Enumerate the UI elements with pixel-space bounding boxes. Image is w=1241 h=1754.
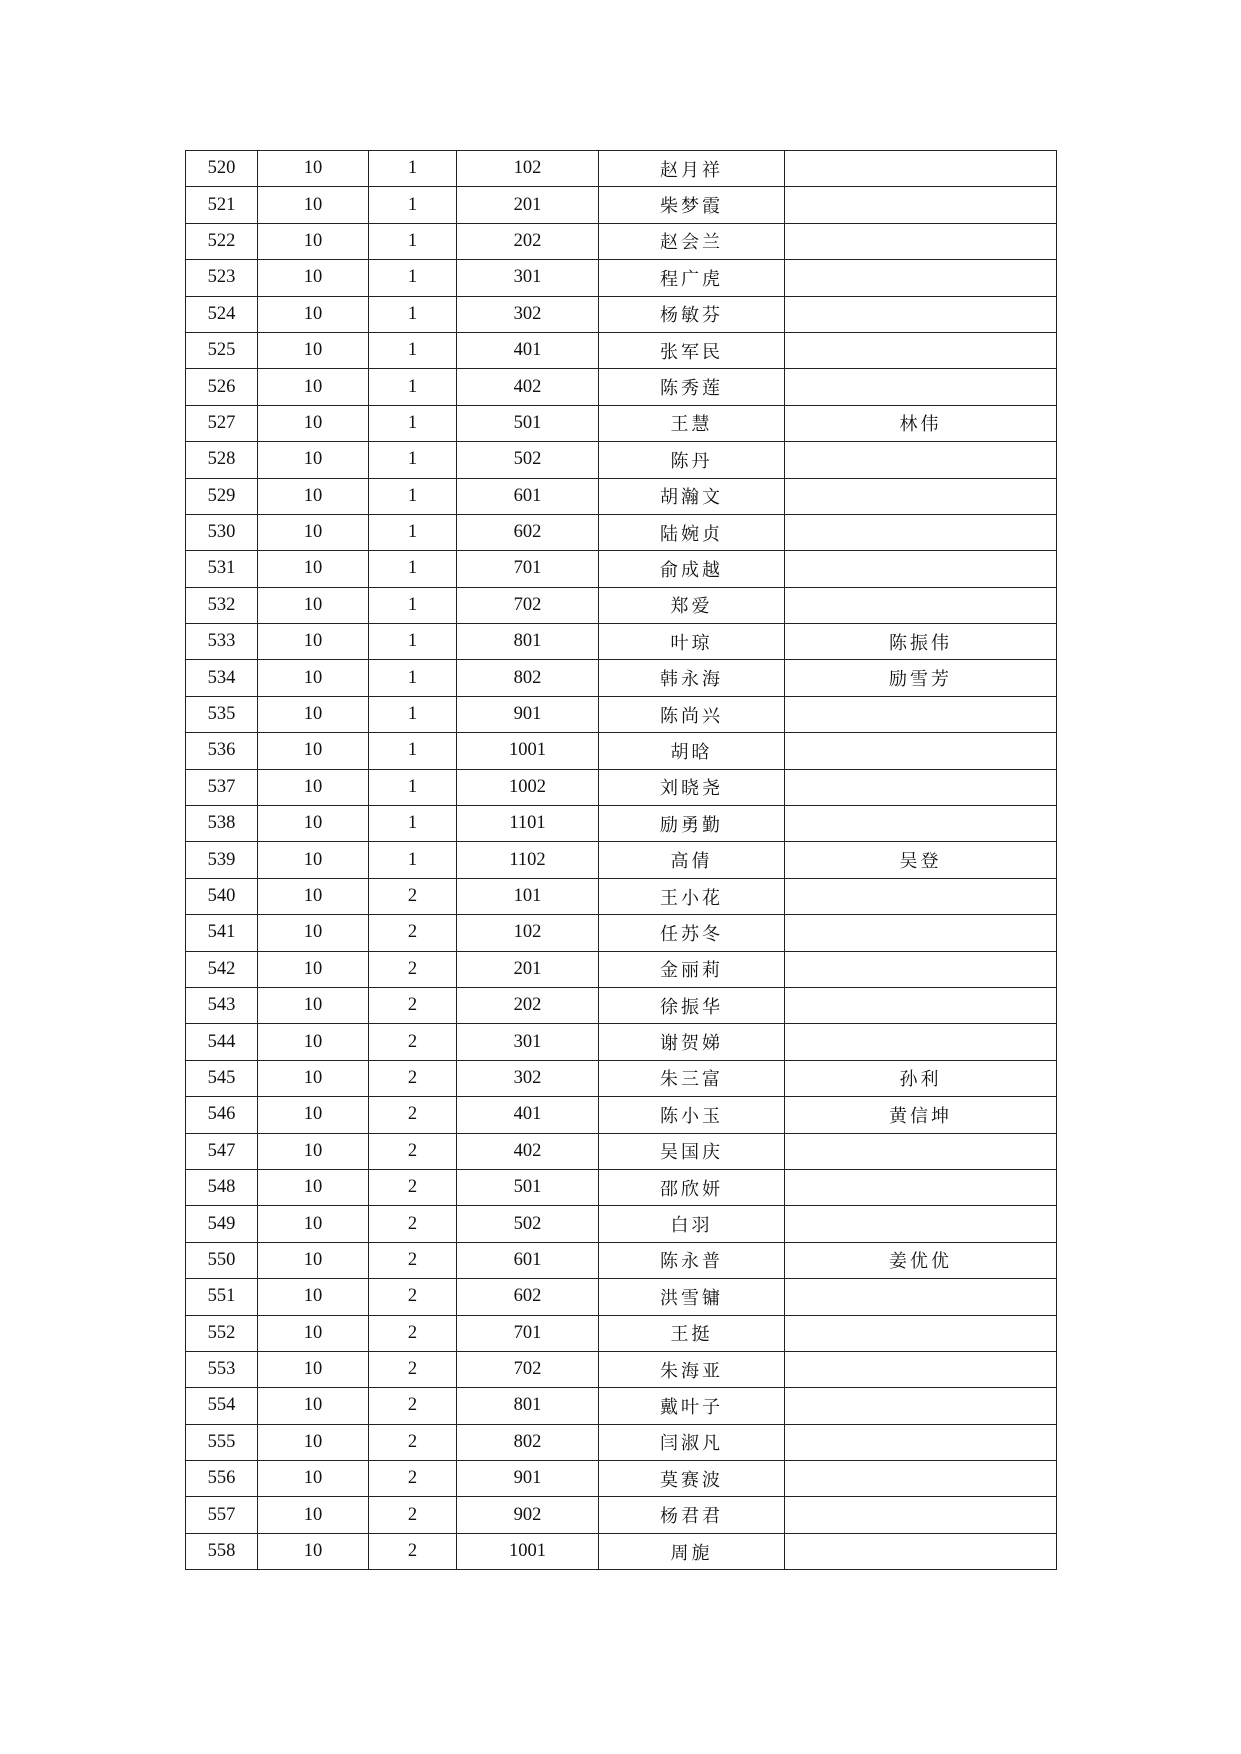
remark-cell bbox=[785, 551, 1057, 587]
unit-cell: 2 bbox=[369, 878, 457, 914]
table-row bbox=[186, 405, 1057, 441]
building-cell: 10 bbox=[258, 624, 369, 660]
table-row bbox=[186, 551, 1057, 587]
room-cell: 1001 bbox=[457, 733, 599, 769]
row-number-cell: 551 bbox=[186, 1279, 258, 1315]
room-cell: 401 bbox=[457, 1097, 599, 1133]
name-cell: 励勇勤 bbox=[599, 806, 785, 842]
building-cell: 10 bbox=[258, 696, 369, 732]
row-number-cell: 524 bbox=[186, 296, 258, 332]
table-row bbox=[186, 1351, 1057, 1387]
room-cell: 501 bbox=[457, 405, 599, 441]
remark-cell bbox=[785, 514, 1057, 550]
name-cell: 周旎 bbox=[599, 1533, 785, 1569]
room-cell: 301 bbox=[457, 1024, 599, 1060]
row-number-cell: 537 bbox=[186, 769, 258, 805]
remark-cell bbox=[785, 187, 1057, 223]
remark-cell bbox=[785, 733, 1057, 769]
row-number-cell: 557 bbox=[186, 1497, 258, 1533]
unit-cell: 2 bbox=[369, 1315, 457, 1351]
name-cell: 任苏冬 bbox=[599, 915, 785, 951]
building-cell: 10 bbox=[258, 1242, 369, 1278]
remark-cell bbox=[785, 987, 1057, 1023]
name-cell: 陈丹 bbox=[599, 442, 785, 478]
room-cell: 802 bbox=[457, 660, 599, 696]
name-cell: 胡瀚文 bbox=[599, 478, 785, 514]
unit-cell: 2 bbox=[369, 1097, 457, 1133]
remark-cell: 林伟 bbox=[785, 405, 1057, 441]
unit-cell: 1 bbox=[369, 660, 457, 696]
unit-cell: 2 bbox=[369, 1461, 457, 1497]
unit-cell: 1 bbox=[369, 332, 457, 368]
table-row bbox=[186, 1497, 1057, 1533]
room-cell: 801 bbox=[457, 624, 599, 660]
row-number-cell: 530 bbox=[186, 514, 258, 550]
row-number-cell: 522 bbox=[186, 223, 258, 259]
building-cell: 10 bbox=[258, 1133, 369, 1169]
remark-cell bbox=[785, 696, 1057, 732]
room-cell: 502 bbox=[457, 1206, 599, 1242]
table-row bbox=[186, 1169, 1057, 1205]
unit-cell: 2 bbox=[369, 1242, 457, 1278]
row-number-cell: 550 bbox=[186, 1242, 258, 1278]
row-number-cell: 542 bbox=[186, 951, 258, 987]
remark-cell bbox=[785, 223, 1057, 259]
remark-cell bbox=[785, 878, 1057, 914]
room-cell: 301 bbox=[457, 260, 599, 296]
room-cell: 602 bbox=[457, 1279, 599, 1315]
unit-cell: 2 bbox=[369, 951, 457, 987]
table-row bbox=[186, 1097, 1057, 1133]
name-cell: 杨敏芬 bbox=[599, 296, 785, 332]
room-cell: 1002 bbox=[457, 769, 599, 805]
name-cell: 陈小玉 bbox=[599, 1097, 785, 1133]
room-cell: 702 bbox=[457, 1351, 599, 1387]
building-cell: 10 bbox=[258, 151, 369, 187]
remark-cell bbox=[785, 1169, 1057, 1205]
unit-cell: 1 bbox=[369, 733, 457, 769]
table-row bbox=[186, 223, 1057, 259]
room-cell: 601 bbox=[457, 1242, 599, 1278]
name-cell: 韩永海 bbox=[599, 660, 785, 696]
building-cell: 10 bbox=[258, 1024, 369, 1060]
name-cell: 莫赛波 bbox=[599, 1461, 785, 1497]
table-row bbox=[186, 1315, 1057, 1351]
name-cell: 程广虎 bbox=[599, 260, 785, 296]
name-cell: 俞成越 bbox=[599, 551, 785, 587]
building-cell: 10 bbox=[258, 405, 369, 441]
table-row bbox=[186, 951, 1057, 987]
remark-cell bbox=[785, 151, 1057, 187]
row-number-cell: 520 bbox=[186, 151, 258, 187]
building-cell: 10 bbox=[258, 806, 369, 842]
remark-cell bbox=[785, 1533, 1057, 1569]
name-cell: 高倩 bbox=[599, 842, 785, 878]
unit-cell: 1 bbox=[369, 842, 457, 878]
building-cell: 10 bbox=[258, 660, 369, 696]
table-row bbox=[186, 442, 1057, 478]
unit-cell: 1 bbox=[369, 223, 457, 259]
building-cell: 10 bbox=[258, 1533, 369, 1569]
building-cell: 10 bbox=[258, 987, 369, 1023]
unit-cell: 2 bbox=[369, 1024, 457, 1060]
table-row bbox=[186, 1279, 1057, 1315]
unit-cell: 2 bbox=[369, 1497, 457, 1533]
remark-cell bbox=[785, 806, 1057, 842]
table-row bbox=[186, 332, 1057, 368]
unit-cell: 1 bbox=[369, 187, 457, 223]
row-number-cell: 527 bbox=[186, 405, 258, 441]
building-cell: 10 bbox=[258, 296, 369, 332]
room-cell: 901 bbox=[457, 696, 599, 732]
building-cell: 10 bbox=[258, 733, 369, 769]
building-cell: 10 bbox=[258, 260, 369, 296]
table-row bbox=[186, 1242, 1057, 1278]
name-cell: 陈秀莲 bbox=[599, 369, 785, 405]
remark-cell bbox=[785, 1461, 1057, 1497]
room-cell: 801 bbox=[457, 1388, 599, 1424]
unit-cell: 1 bbox=[369, 405, 457, 441]
row-number-cell: 526 bbox=[186, 369, 258, 405]
table-row bbox=[186, 696, 1057, 732]
row-number-cell: 549 bbox=[186, 1206, 258, 1242]
remark-cell bbox=[785, 1279, 1057, 1315]
name-cell: 邵欣妍 bbox=[599, 1169, 785, 1205]
row-number-cell: 554 bbox=[186, 1388, 258, 1424]
row-number-cell: 525 bbox=[186, 332, 258, 368]
table-row bbox=[186, 587, 1057, 623]
table-row bbox=[186, 1133, 1057, 1169]
remark-cell bbox=[785, 915, 1057, 951]
row-number-cell: 552 bbox=[186, 1315, 258, 1351]
remark-cell bbox=[785, 260, 1057, 296]
name-cell: 朱三富 bbox=[599, 1060, 785, 1096]
table-row bbox=[186, 624, 1057, 660]
table-row bbox=[186, 1424, 1057, 1460]
building-cell: 10 bbox=[258, 1424, 369, 1460]
row-number-cell: 538 bbox=[186, 806, 258, 842]
table-row bbox=[186, 915, 1057, 951]
building-cell: 10 bbox=[258, 514, 369, 550]
unit-cell: 1 bbox=[369, 151, 457, 187]
unit-cell: 2 bbox=[369, 1206, 457, 1242]
unit-cell: 2 bbox=[369, 987, 457, 1023]
row-number-cell: 528 bbox=[186, 442, 258, 478]
unit-cell: 1 bbox=[369, 514, 457, 550]
building-cell: 10 bbox=[258, 442, 369, 478]
remark-cell bbox=[785, 442, 1057, 478]
table-row bbox=[186, 1206, 1057, 1242]
building-cell: 10 bbox=[258, 1315, 369, 1351]
unit-cell: 1 bbox=[369, 624, 457, 660]
building-cell: 10 bbox=[258, 187, 369, 223]
unit-cell: 1 bbox=[369, 806, 457, 842]
remark-cell bbox=[785, 332, 1057, 368]
row-number-cell: 546 bbox=[186, 1097, 258, 1133]
table-row bbox=[186, 1461, 1057, 1497]
name-cell: 胡晗 bbox=[599, 733, 785, 769]
unit-cell: 2 bbox=[369, 915, 457, 951]
remark-cell bbox=[785, 478, 1057, 514]
room-cell: 302 bbox=[457, 296, 599, 332]
table-row bbox=[186, 1060, 1057, 1096]
room-cell: 1101 bbox=[457, 806, 599, 842]
roster-table bbox=[185, 150, 1057, 1570]
name-cell: 吴国庆 bbox=[599, 1133, 785, 1169]
building-cell: 10 bbox=[258, 1060, 369, 1096]
table-row bbox=[186, 660, 1057, 696]
table-row bbox=[186, 878, 1057, 914]
name-cell: 朱海亚 bbox=[599, 1351, 785, 1387]
unit-cell: 2 bbox=[369, 1424, 457, 1460]
remark-cell: 孙利 bbox=[785, 1060, 1057, 1096]
room-cell: 602 bbox=[457, 514, 599, 550]
building-cell: 10 bbox=[258, 915, 369, 951]
building-cell: 10 bbox=[258, 369, 369, 405]
building-cell: 10 bbox=[258, 878, 369, 914]
unit-cell: 1 bbox=[369, 551, 457, 587]
building-cell: 10 bbox=[258, 551, 369, 587]
table-row bbox=[186, 1024, 1057, 1060]
room-cell: 701 bbox=[457, 551, 599, 587]
room-cell: 902 bbox=[457, 1497, 599, 1533]
row-number-cell: 540 bbox=[186, 878, 258, 914]
remark-cell bbox=[785, 1024, 1057, 1060]
remark-cell bbox=[785, 1424, 1057, 1460]
row-number-cell: 532 bbox=[186, 587, 258, 623]
name-cell: 洪雪镛 bbox=[599, 1279, 785, 1315]
name-cell: 赵会兰 bbox=[599, 223, 785, 259]
room-cell: 201 bbox=[457, 951, 599, 987]
unit-cell: 1 bbox=[369, 478, 457, 514]
remark-cell bbox=[785, 1497, 1057, 1533]
building-cell: 10 bbox=[258, 1497, 369, 1533]
row-number-cell: 536 bbox=[186, 733, 258, 769]
room-cell: 701 bbox=[457, 1315, 599, 1351]
name-cell: 戴叶子 bbox=[599, 1388, 785, 1424]
name-cell: 柴梦霞 bbox=[599, 187, 785, 223]
room-cell: 102 bbox=[457, 915, 599, 951]
table-row bbox=[186, 1388, 1057, 1424]
row-number-cell: 545 bbox=[186, 1060, 258, 1096]
row-number-cell: 555 bbox=[186, 1424, 258, 1460]
remark-cell bbox=[785, 1133, 1057, 1169]
unit-cell: 2 bbox=[369, 1351, 457, 1387]
unit-cell: 1 bbox=[369, 296, 457, 332]
name-cell: 白羽 bbox=[599, 1206, 785, 1242]
unit-cell: 1 bbox=[369, 769, 457, 805]
unit-cell: 1 bbox=[369, 696, 457, 732]
row-number-cell: 544 bbox=[186, 1024, 258, 1060]
unit-cell: 2 bbox=[369, 1133, 457, 1169]
room-cell: 502 bbox=[457, 442, 599, 478]
name-cell: 赵月祥 bbox=[599, 151, 785, 187]
name-cell: 谢贺娣 bbox=[599, 1024, 785, 1060]
row-number-cell: 548 bbox=[186, 1169, 258, 1205]
name-cell: 陆婉贞 bbox=[599, 514, 785, 550]
building-cell: 10 bbox=[258, 842, 369, 878]
remark-cell bbox=[785, 296, 1057, 332]
unit-cell: 2 bbox=[369, 1388, 457, 1424]
name-cell: 杨君君 bbox=[599, 1497, 785, 1533]
remark-cell bbox=[785, 951, 1057, 987]
remark-cell bbox=[785, 1315, 1057, 1351]
name-cell: 王小花 bbox=[599, 878, 785, 914]
row-number-cell: 558 bbox=[186, 1533, 258, 1569]
row-number-cell: 539 bbox=[186, 842, 258, 878]
remark-cell bbox=[785, 369, 1057, 405]
building-cell: 10 bbox=[258, 1169, 369, 1205]
unit-cell: 1 bbox=[369, 260, 457, 296]
remark-cell: 吴登 bbox=[785, 842, 1057, 878]
name-cell: 王慧 bbox=[599, 405, 785, 441]
table-row bbox=[186, 842, 1057, 878]
unit-cell: 1 bbox=[369, 442, 457, 478]
room-cell: 1001 bbox=[457, 1533, 599, 1569]
room-cell: 302 bbox=[457, 1060, 599, 1096]
name-cell: 叶琼 bbox=[599, 624, 785, 660]
room-cell: 702 bbox=[457, 587, 599, 623]
row-number-cell: 547 bbox=[186, 1133, 258, 1169]
name-cell: 王挺 bbox=[599, 1315, 785, 1351]
row-number-cell: 533 bbox=[186, 624, 258, 660]
remark-cell: 陈振伟 bbox=[785, 624, 1057, 660]
table-row bbox=[186, 151, 1057, 187]
remark-cell: 励雪芳 bbox=[785, 660, 1057, 696]
building-cell: 10 bbox=[258, 478, 369, 514]
room-cell: 802 bbox=[457, 1424, 599, 1460]
row-number-cell: 523 bbox=[186, 260, 258, 296]
table-row bbox=[186, 806, 1057, 842]
remark-cell: 黄信坤 bbox=[785, 1097, 1057, 1133]
room-cell: 202 bbox=[457, 987, 599, 1023]
unit-cell: 2 bbox=[369, 1169, 457, 1205]
room-cell: 102 bbox=[457, 151, 599, 187]
unit-cell: 2 bbox=[369, 1279, 457, 1315]
row-number-cell: 534 bbox=[186, 660, 258, 696]
name-cell: 张军民 bbox=[599, 332, 785, 368]
name-cell: 陈尚兴 bbox=[599, 696, 785, 732]
remark-cell bbox=[785, 1206, 1057, 1242]
name-cell: 陈永普 bbox=[599, 1242, 785, 1278]
row-number-cell: 531 bbox=[186, 551, 258, 587]
row-number-cell: 529 bbox=[186, 478, 258, 514]
room-cell: 401 bbox=[457, 332, 599, 368]
table-row bbox=[186, 987, 1057, 1023]
row-number-cell: 535 bbox=[186, 696, 258, 732]
room-cell: 501 bbox=[457, 1169, 599, 1205]
building-cell: 10 bbox=[258, 1351, 369, 1387]
room-cell: 901 bbox=[457, 1461, 599, 1497]
building-cell: 10 bbox=[258, 1388, 369, 1424]
table-row bbox=[186, 1533, 1057, 1569]
remark-cell bbox=[785, 587, 1057, 623]
room-cell: 601 bbox=[457, 478, 599, 514]
table-row bbox=[186, 478, 1057, 514]
room-cell: 402 bbox=[457, 1133, 599, 1169]
room-cell: 402 bbox=[457, 369, 599, 405]
table-row bbox=[186, 260, 1057, 296]
building-cell: 10 bbox=[258, 951, 369, 987]
row-number-cell: 553 bbox=[186, 1351, 258, 1387]
table-row bbox=[186, 514, 1057, 550]
unit-cell: 2 bbox=[369, 1060, 457, 1096]
row-number-cell: 543 bbox=[186, 987, 258, 1023]
table-row bbox=[186, 296, 1057, 332]
table-row bbox=[186, 187, 1057, 223]
room-cell: 202 bbox=[457, 223, 599, 259]
name-cell: 闫淑凡 bbox=[599, 1424, 785, 1460]
unit-cell: 1 bbox=[369, 369, 457, 405]
table-row bbox=[186, 369, 1057, 405]
room-cell: 201 bbox=[457, 187, 599, 223]
building-cell: 10 bbox=[258, 223, 369, 259]
building-cell: 10 bbox=[258, 1206, 369, 1242]
building-cell: 10 bbox=[258, 1097, 369, 1133]
name-cell: 郑爱 bbox=[599, 587, 785, 623]
unit-cell: 1 bbox=[369, 587, 457, 623]
remark-cell bbox=[785, 1388, 1057, 1424]
building-cell: 10 bbox=[258, 769, 369, 805]
remark-cell: 姜优优 bbox=[785, 1242, 1057, 1278]
roster-table-body bbox=[186, 151, 1057, 1570]
row-number-cell: 521 bbox=[186, 187, 258, 223]
remark-cell bbox=[785, 1351, 1057, 1387]
building-cell: 10 bbox=[258, 1461, 369, 1497]
name-cell: 徐振华 bbox=[599, 987, 785, 1023]
building-cell: 10 bbox=[258, 587, 369, 623]
table-row bbox=[186, 733, 1057, 769]
name-cell: 金丽莉 bbox=[599, 951, 785, 987]
remark-cell bbox=[785, 769, 1057, 805]
building-cell: 10 bbox=[258, 1279, 369, 1315]
building-cell: 10 bbox=[258, 332, 369, 368]
row-number-cell: 556 bbox=[186, 1461, 258, 1497]
room-cell: 1102 bbox=[457, 842, 599, 878]
row-number-cell: 541 bbox=[186, 915, 258, 951]
room-cell: 101 bbox=[457, 878, 599, 914]
unit-cell: 2 bbox=[369, 1533, 457, 1569]
name-cell: 刘晓尧 bbox=[599, 769, 785, 805]
table-row bbox=[186, 769, 1057, 805]
